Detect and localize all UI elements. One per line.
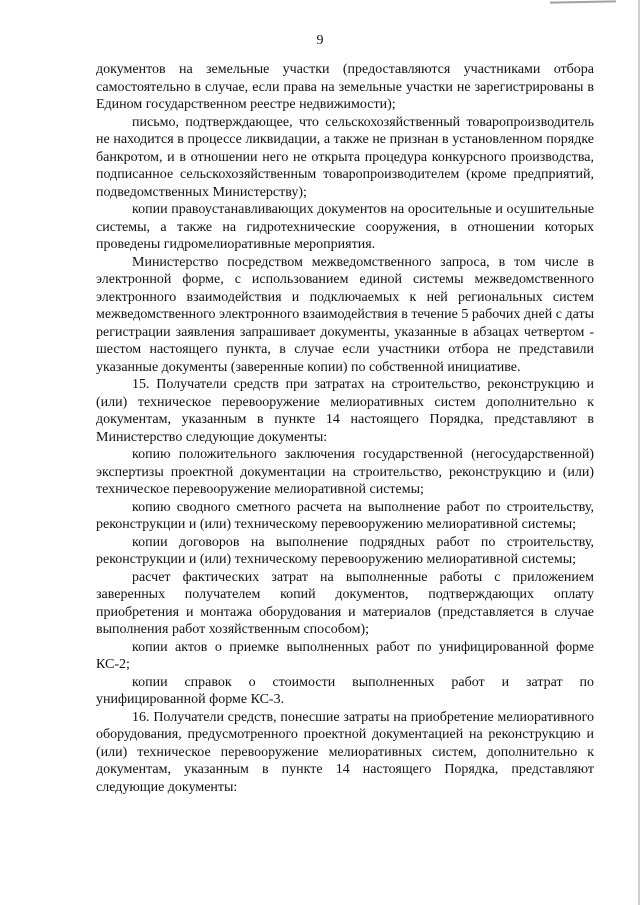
paragraph: копии договоров на выполнение подрядных работ по строительству, реконструкции и (или) техническому перевооружению мелиоративной системы; [96, 534, 594, 567]
paragraph: расчет фактических затрат на выполненные работы с приложением заверенных получателем копий документов, подтверждающих оплату приобретения и монтажа оборудования и материалов (представляется в случае выполнения работ хозяйственным способом); [96, 569, 594, 637]
page-number: 9 [316, 33, 324, 48]
paragraph: копию сводного сметного расчета на выполнение работ по строительству, реконструкции и (или) техническому перевооружению мелиоративной системы; [96, 499, 594, 532]
paragraph: копии справок о стоимости выполненных работ и затрат по унифицированной форме КС-3. [96, 674, 594, 707]
paragraph: документов на земельные участки (предоставляются участниками отбора самостоятельно в случае, если права на земельные участки не зарегистрированы в Едином государственном реестре недвижимости); [96, 62, 594, 112]
document-text [96, 61, 594, 796]
paragraph: копию положительного заключения государственной (негосударственной) экспертизы проектной документации на строительство, реконструкцию и (или) техническое перевооружение мелиоративной системы; [96, 447, 594, 497]
paragraph: копии актов о приемке выполненных работ по унифицированной форме КС-2; [96, 639, 594, 672]
paragraph: копии правоустанавливающих документов на оросительные и осушительные системы, а также на гидротехнические сооружения, в отношении которых проведены гидромелиоративные мероприятия. [96, 202, 594, 252]
paragraph: 16. Получатели средств, понесшие затраты на приобретение мелиоративного оборудования, предусмотренного проектной документацией на реконструкцию и (или) техническое перевооружение мелиоративных систем, дополнительно к документам, указанным в пункте 14 настоящего Порядка, представляют следующие документы: [96, 709, 594, 795]
scan-mark [550, 0, 616, 7]
paragraph: Министерство посредством межведомственного запроса, в том числе в электронной форме, с использованием единой системы межведомственного электронного взаимодействия и подключаемых к ней региональных систем межведомственного электронного взаимодействия в течение 5 рабочих дней с даты регистрации заявления запрашивает документы, указанные в абзацах четвертом - шестом настоящего пункта, в случае если участники отбора не представили указанные документы (заверенные копии) по собственной инициативе. [96, 254, 594, 375]
paragraph: 15. Получатели средств при затратах на строительство, реконструкцию и (или) техническое перевооружение мелиоративных систем дополнительно к документам, указанным в пункте 14 настоящего Порядка, представляют в Министерство следующие документы: [96, 377, 594, 445]
paragraph: письмо, подтверждающее, что сельскохозяйственный товаропроизводитель не находится в процессе ликвидации, а также не признан в установленном порядке банкротом, и в отношении него не открыта процедура конкурсного производства, подписанное сельскохозяйственным товаропроизводителем (кроме предприятий, подведомственных Министерству); [96, 114, 594, 200]
